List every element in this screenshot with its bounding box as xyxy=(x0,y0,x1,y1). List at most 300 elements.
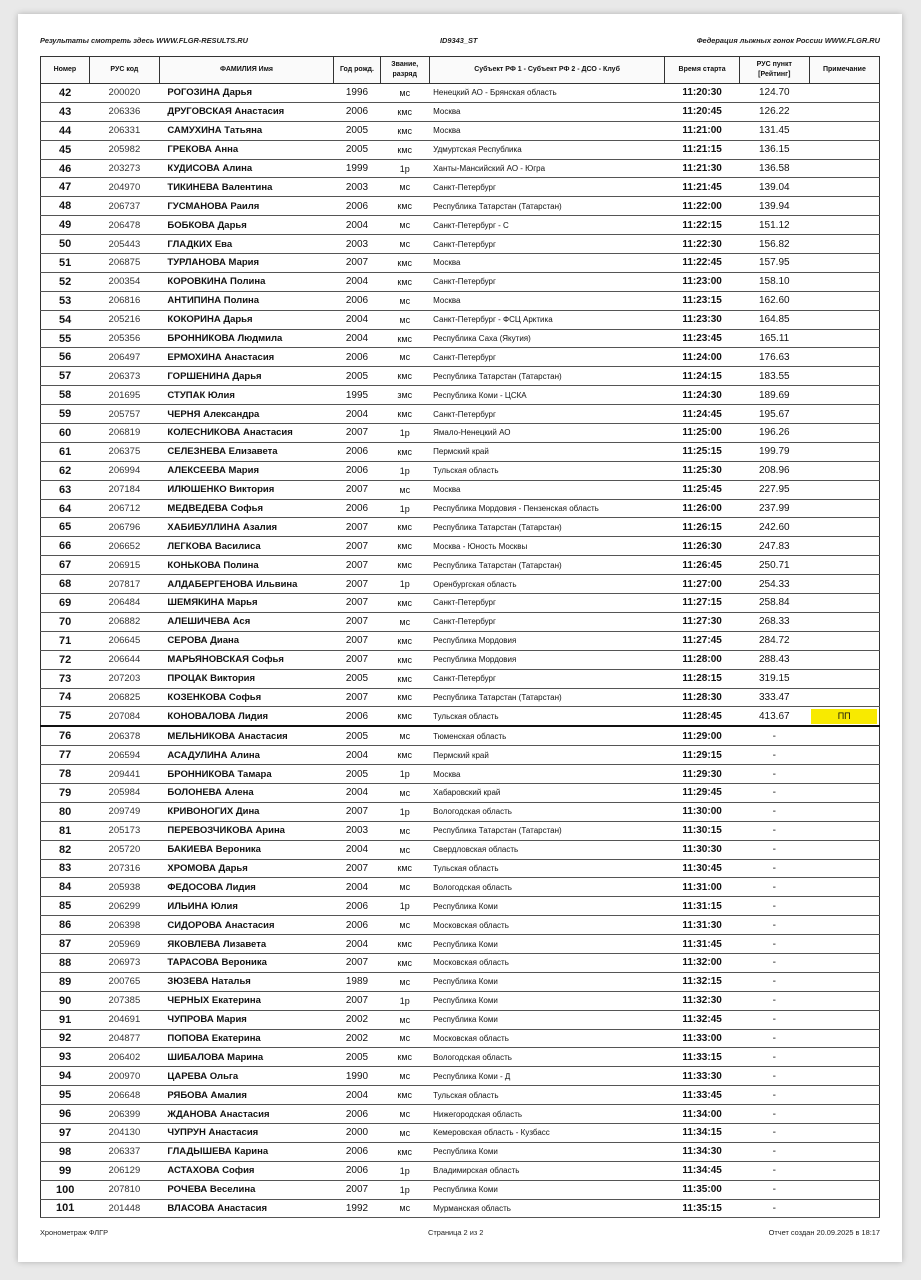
athlete-name: КРИВОНОГИХ Дина xyxy=(159,802,333,821)
rus-code: 207316 xyxy=(89,859,159,878)
athlete-name: КОКОРИНА Дарья xyxy=(159,310,333,329)
birth-year: 2004 xyxy=(334,405,381,424)
rank: кмс xyxy=(380,254,429,273)
athlete-name: ФЕДОСОВА Лидия xyxy=(159,878,333,897)
rating-points: - xyxy=(739,1105,809,1124)
table-row xyxy=(41,405,880,424)
note xyxy=(809,594,879,613)
birth-year: 2005 xyxy=(334,121,381,140)
birth-year: 2006 xyxy=(334,499,381,518)
birth-year: 2007 xyxy=(334,594,381,613)
region: Санкт-Петербург xyxy=(429,348,665,367)
birth-year: 1989 xyxy=(334,972,381,991)
start-time: 11:32:30 xyxy=(665,991,739,1010)
rating-points: 183.55 xyxy=(739,367,809,386)
start-time: 11:30:00 xyxy=(665,802,739,821)
rank: 1р xyxy=(380,897,429,916)
table-row xyxy=(41,1161,880,1180)
start-time: 11:21:30 xyxy=(665,159,739,178)
note xyxy=(809,518,879,537)
rating-points: - xyxy=(739,1161,809,1180)
athlete-name: ГОРШЕНИНА Дарья xyxy=(159,367,333,386)
birth-year: 2004 xyxy=(334,216,381,235)
rus-code: 206816 xyxy=(89,291,159,310)
athlete-name: АНТИПИНА Полина xyxy=(159,291,333,310)
note xyxy=(809,480,879,499)
rating-points: 208.96 xyxy=(739,461,809,480)
athlete-number: 84 xyxy=(41,878,90,897)
athlete-number: 68 xyxy=(41,575,90,594)
start-time: 11:24:00 xyxy=(665,348,739,367)
rating-points: - xyxy=(739,1067,809,1086)
region: Тульская область xyxy=(429,1086,665,1105)
rus-code: 207084 xyxy=(89,707,159,726)
region: Санкт-Петербург xyxy=(429,594,665,613)
athlete-number: 44 xyxy=(41,121,90,140)
athlete-number: 80 xyxy=(41,802,90,821)
athlete-name: ЕРМОХИНА Анастасия xyxy=(159,348,333,367)
start-time: 11:35:00 xyxy=(665,1180,739,1199)
note xyxy=(809,386,879,405)
table-row xyxy=(41,840,880,859)
birth-year: 2006 xyxy=(334,442,381,461)
table-row xyxy=(41,272,880,291)
region: Санкт-Петербург xyxy=(429,272,665,291)
athlete-number: 57 xyxy=(41,367,90,386)
athlete-number: 46 xyxy=(41,159,90,178)
rating-points: - xyxy=(739,1010,809,1029)
rus-code: 206645 xyxy=(89,631,159,650)
rank: кмс xyxy=(380,631,429,650)
rating-points: 227.95 xyxy=(739,480,809,499)
start-time: 11:25:45 xyxy=(665,480,739,499)
rank: мс xyxy=(380,348,429,367)
table-row xyxy=(41,1010,880,1029)
region: Санкт-Петербург xyxy=(429,178,665,197)
start-time: 11:25:30 xyxy=(665,461,739,480)
rus-code: 206994 xyxy=(89,461,159,480)
athlete-number: 52 xyxy=(41,272,90,291)
table-row xyxy=(41,726,880,745)
rus-code: 204877 xyxy=(89,1029,159,1048)
rank: мс xyxy=(380,235,429,254)
rating-points: 139.04 xyxy=(739,178,809,197)
athlete-number: 95 xyxy=(41,1086,90,1105)
athlete-number: 71 xyxy=(41,631,90,650)
region: Москва xyxy=(429,102,665,121)
start-time: 11:33:15 xyxy=(665,1048,739,1067)
athlete-name: БОЛОНЕВА Алена xyxy=(159,783,333,802)
region: Москва xyxy=(429,765,665,784)
table-row xyxy=(41,140,880,159)
rank: 1р xyxy=(380,575,429,594)
start-time: 11:23:30 xyxy=(665,310,739,329)
table-row xyxy=(41,1105,880,1124)
table-row xyxy=(41,1180,880,1199)
rating-points: 151.12 xyxy=(739,216,809,235)
rus-code: 200020 xyxy=(89,84,159,103)
start-time: 11:33:45 xyxy=(665,1086,739,1105)
note xyxy=(809,972,879,991)
rus-code: 206882 xyxy=(89,612,159,631)
region: Республика Татарстан (Татарстан) xyxy=(429,518,665,537)
table-row xyxy=(41,424,880,443)
rus-code: 201448 xyxy=(89,1199,159,1218)
region: Пермский край xyxy=(429,442,665,461)
note xyxy=(809,935,879,954)
rank: мс xyxy=(380,972,429,991)
region: Санкт-Петербург xyxy=(429,669,665,688)
document-id: ID9343_ST xyxy=(440,36,478,45)
rus-code: 205356 xyxy=(89,329,159,348)
birth-year: 2006 xyxy=(334,1105,381,1124)
athlete-name: БОБКОВА Дарья xyxy=(159,216,333,235)
note xyxy=(809,329,879,348)
birth-year: 2005 xyxy=(334,669,381,688)
region: Республика Коми - Д xyxy=(429,1067,665,1086)
table-row xyxy=(41,746,880,765)
birth-year: 2003 xyxy=(334,235,381,254)
table-row xyxy=(41,1067,880,1086)
region: Москва xyxy=(429,480,665,499)
rank: кмс xyxy=(380,1142,429,1161)
note xyxy=(809,424,879,443)
athlete-number: 88 xyxy=(41,953,90,972)
birth-year: 2004 xyxy=(334,746,381,765)
athlete-name: ПЕРЕВОЗЧИКОВА Арина xyxy=(159,821,333,840)
start-time: 11:31:45 xyxy=(665,935,739,954)
note xyxy=(809,102,879,121)
start-time: 11:31:30 xyxy=(665,916,739,935)
rank: кмс xyxy=(380,650,429,669)
athlete-number: 56 xyxy=(41,348,90,367)
start-time: 11:27:45 xyxy=(665,631,739,650)
athlete-number: 69 xyxy=(41,594,90,613)
region: Нижегородская область xyxy=(429,1105,665,1124)
athlete-number: 87 xyxy=(41,935,90,954)
birth-year: 2007 xyxy=(334,518,381,537)
region: Республика Татарстан (Татарстан) xyxy=(429,821,665,840)
rank: кмс xyxy=(380,935,429,954)
start-time: 11:24:15 xyxy=(665,367,739,386)
region: Москва xyxy=(429,121,665,140)
region: Пермский край xyxy=(429,746,665,765)
athlete-number: 93 xyxy=(41,1048,90,1067)
rank: мс xyxy=(380,916,429,935)
athlete-name: ЯКОВЛЕВА Лизавета xyxy=(159,935,333,954)
table-row xyxy=(41,499,880,518)
start-time: 11:23:45 xyxy=(665,329,739,348)
rus-code: 207184 xyxy=(89,480,159,499)
start-time: 11:33:00 xyxy=(665,1029,739,1048)
birth-year: 2004 xyxy=(334,310,381,329)
rating-points: - xyxy=(739,783,809,802)
region: Республика Коми xyxy=(429,935,665,954)
birth-year: 2007 xyxy=(334,1180,381,1199)
athlete-number: 43 xyxy=(41,102,90,121)
birth-year: 2007 xyxy=(334,802,381,821)
rating-points: - xyxy=(739,1142,809,1161)
rating-points: - xyxy=(739,802,809,821)
table-row xyxy=(41,688,880,707)
note xyxy=(809,537,879,556)
start-time: 11:27:30 xyxy=(665,612,739,631)
athlete-name: ЧЕРНЫХ Екатерина xyxy=(159,991,333,1010)
rank: кмс xyxy=(380,594,429,613)
table-row xyxy=(41,1142,880,1161)
table-row xyxy=(41,707,880,726)
region: Московская область xyxy=(429,916,665,935)
rus-code: 205757 xyxy=(89,405,159,424)
region: Ханты-Мансийский АО - Югра xyxy=(429,159,665,178)
athlete-number: 73 xyxy=(41,669,90,688)
rus-code: 206652 xyxy=(89,537,159,556)
note xyxy=(809,405,879,424)
rank: кмс xyxy=(380,953,429,972)
birth-year: 2002 xyxy=(334,1029,381,1048)
birth-year: 2004 xyxy=(334,878,381,897)
region: Санкт-Петербург - ФСЦ Арктика xyxy=(429,310,665,329)
region: Оренбургская область xyxy=(429,575,665,594)
rank: мс xyxy=(380,291,429,310)
note xyxy=(809,84,879,103)
athlete-number: 77 xyxy=(41,746,90,765)
rating-points: 136.58 xyxy=(739,159,809,178)
start-time: 11:21:15 xyxy=(665,140,739,159)
rank: мс xyxy=(380,726,429,745)
rating-points: 268.33 xyxy=(739,612,809,631)
rus-code: 206497 xyxy=(89,348,159,367)
rating-points: 139.94 xyxy=(739,197,809,216)
region: Владимирская область xyxy=(429,1161,665,1180)
athlete-name: СИДОРОВА Анастасия xyxy=(159,916,333,935)
rus-code: 206594 xyxy=(89,746,159,765)
rank: мс xyxy=(380,1029,429,1048)
rus-code: 206825 xyxy=(89,688,159,707)
rus-code: 203273 xyxy=(89,159,159,178)
rus-code: 206644 xyxy=(89,650,159,669)
rus-code: 205938 xyxy=(89,878,159,897)
region: Вологодская область xyxy=(429,802,665,821)
page-footer xyxy=(40,1228,880,1240)
rus-code: 207203 xyxy=(89,669,159,688)
rus-code: 209749 xyxy=(89,802,159,821)
region: Республика Татарстан (Татарстан) xyxy=(429,367,665,386)
table-row xyxy=(41,197,880,216)
start-time: 11:22:00 xyxy=(665,197,739,216)
athlete-name: РОГОЗИНА Дарья xyxy=(159,84,333,103)
athlete-number: 78 xyxy=(41,765,90,784)
start-time: 11:21:45 xyxy=(665,178,739,197)
athlete-number: 101 xyxy=(41,1199,90,1218)
birth-year: 2006 xyxy=(334,102,381,121)
athlete-number: 90 xyxy=(41,991,90,1010)
start-time: 11:26:45 xyxy=(665,556,739,575)
rank: кмс xyxy=(380,1048,429,1067)
rating-points: 247.83 xyxy=(739,537,809,556)
note xyxy=(809,821,879,840)
athlete-name: ХАБИБУЛЛИНА Азалия xyxy=(159,518,333,537)
region: Тюменская область xyxy=(429,726,665,745)
rus-code: 207385 xyxy=(89,991,159,1010)
table-row xyxy=(41,594,880,613)
athlete-name: РОЧЕВА Веселина xyxy=(159,1180,333,1199)
birth-year: 1999 xyxy=(334,159,381,178)
note xyxy=(809,197,879,216)
athlete-number: 92 xyxy=(41,1029,90,1048)
col-birth-year: Год рожд. xyxy=(334,57,381,84)
rus-code: 201695 xyxy=(89,386,159,405)
rank: мс xyxy=(380,480,429,499)
rus-code: 206378 xyxy=(89,726,159,745)
rating-points: - xyxy=(739,1180,809,1199)
note xyxy=(809,765,879,784)
note xyxy=(809,669,879,688)
note xyxy=(809,159,879,178)
start-time: 11:22:30 xyxy=(665,235,739,254)
rating-points: - xyxy=(739,935,809,954)
rus-code: 200765 xyxy=(89,972,159,991)
rank: мс xyxy=(380,310,429,329)
rank: 1р xyxy=(380,991,429,1010)
table-row xyxy=(41,537,880,556)
athlete-number: 49 xyxy=(41,216,90,235)
rank: мс xyxy=(380,1010,429,1029)
note xyxy=(809,1010,879,1029)
note xyxy=(809,746,879,765)
rus-code: 206478 xyxy=(89,216,159,235)
table-row xyxy=(41,84,880,103)
start-time: 11:27:00 xyxy=(665,575,739,594)
athlete-number: 54 xyxy=(41,310,90,329)
table-row xyxy=(41,121,880,140)
athlete-number: 96 xyxy=(41,1105,90,1124)
table-row xyxy=(41,1123,880,1142)
start-time: 11:22:45 xyxy=(665,254,739,273)
rank: кмс xyxy=(380,367,429,386)
athlete-number: 76 xyxy=(41,726,90,745)
rating-points: - xyxy=(739,840,809,859)
rus-code: 206331 xyxy=(89,121,159,140)
rating-points: 319.15 xyxy=(739,669,809,688)
rating-points: 162.60 xyxy=(739,291,809,310)
rus-code: 205173 xyxy=(89,821,159,840)
rating-points: 156.82 xyxy=(739,235,809,254)
region: Вологодская область xyxy=(429,1048,665,1067)
rating-points: 126.22 xyxy=(739,102,809,121)
table-row xyxy=(41,254,880,273)
note xyxy=(809,272,879,291)
table-row xyxy=(41,310,880,329)
note xyxy=(809,235,879,254)
note xyxy=(809,726,879,745)
start-time: 11:31:00 xyxy=(665,878,739,897)
rating-points: 195.67 xyxy=(739,405,809,424)
rank: 1р xyxy=(380,802,429,821)
table-row xyxy=(41,1048,880,1067)
start-time: 11:24:30 xyxy=(665,386,739,405)
rating-points: 250.71 xyxy=(739,556,809,575)
note xyxy=(809,840,879,859)
table-row xyxy=(41,291,880,310)
rating-points: - xyxy=(739,1086,809,1105)
rank: 1р xyxy=(380,765,429,784)
start-time: 11:24:45 xyxy=(665,405,739,424)
athlete-name: ГЛАДЫШЕВА Карина xyxy=(159,1142,333,1161)
athlete-name: ДРУГОВСКАЯ Анастасия xyxy=(159,102,333,121)
athlete-number: 91 xyxy=(41,1010,90,1029)
start-time: 11:20:45 xyxy=(665,102,739,121)
rank: 1р xyxy=(380,1161,429,1180)
athlete-number: 70 xyxy=(41,612,90,631)
rank: 1р xyxy=(380,1180,429,1199)
note xyxy=(809,1086,879,1105)
table-row xyxy=(41,669,880,688)
region: Тульская область xyxy=(429,461,665,480)
region: Хабаровский край xyxy=(429,783,665,802)
athlete-number: 58 xyxy=(41,386,90,405)
note xyxy=(809,461,879,480)
rus-code: 206875 xyxy=(89,254,159,273)
region: Республика Мордовия xyxy=(429,650,665,669)
rus-code: 206336 xyxy=(89,102,159,121)
region: Республика Коми xyxy=(429,991,665,1010)
rank: кмс xyxy=(380,272,429,291)
athlete-number: 55 xyxy=(41,329,90,348)
birth-year: 2007 xyxy=(334,688,381,707)
birth-year: 2007 xyxy=(334,859,381,878)
rank: кмс xyxy=(380,859,429,878)
region: Москва - Юность Москвы xyxy=(429,537,665,556)
athlete-name: ШЕМЯКИНА Марья xyxy=(159,594,333,613)
table-row xyxy=(41,178,880,197)
rating-points: - xyxy=(739,859,809,878)
rank: кмс xyxy=(380,669,429,688)
note xyxy=(809,1123,879,1142)
rating-points: 124.70 xyxy=(739,84,809,103)
athlete-name: АЛЕШИЧЕВА Ася xyxy=(159,612,333,631)
athlete-number: 59 xyxy=(41,405,90,424)
start-time: 11:34:00 xyxy=(665,1105,739,1124)
page-number: Страница 2 из 2 xyxy=(428,1228,484,1237)
birth-year: 2006 xyxy=(334,1161,381,1180)
rus-code: 206373 xyxy=(89,367,159,386)
rank: мс xyxy=(380,84,429,103)
rating-points: - xyxy=(739,1029,809,1048)
birth-year: 2007 xyxy=(334,424,381,443)
rating-points: 333.47 xyxy=(739,688,809,707)
athlete-name: АСТАХОВА София xyxy=(159,1161,333,1180)
start-time: 11:26:30 xyxy=(665,537,739,556)
start-time: 11:29:15 xyxy=(665,746,739,765)
rating-points: 199.79 xyxy=(739,442,809,461)
rank: 1р xyxy=(380,499,429,518)
col-rank: Звание, разряд xyxy=(380,57,429,84)
note xyxy=(809,499,879,518)
region: Кемеровская область - Кузбасс xyxy=(429,1123,665,1142)
birth-year: 2007 xyxy=(334,991,381,1010)
rus-code: 206337 xyxy=(89,1142,159,1161)
table-row xyxy=(41,991,880,1010)
athlete-number: 82 xyxy=(41,840,90,859)
table-row xyxy=(41,1086,880,1105)
athlete-name: ГУСМАНОВА Раиля xyxy=(159,197,333,216)
rus-code: 200970 xyxy=(89,1067,159,1086)
report-created: Отчет создан 20.09.2025 в 18:17 xyxy=(768,1228,880,1237)
col-rating: РУС пункт [Рейтинг] xyxy=(739,57,809,84)
athlete-number: 65 xyxy=(41,518,90,537)
col-number: Номер xyxy=(41,57,90,84)
